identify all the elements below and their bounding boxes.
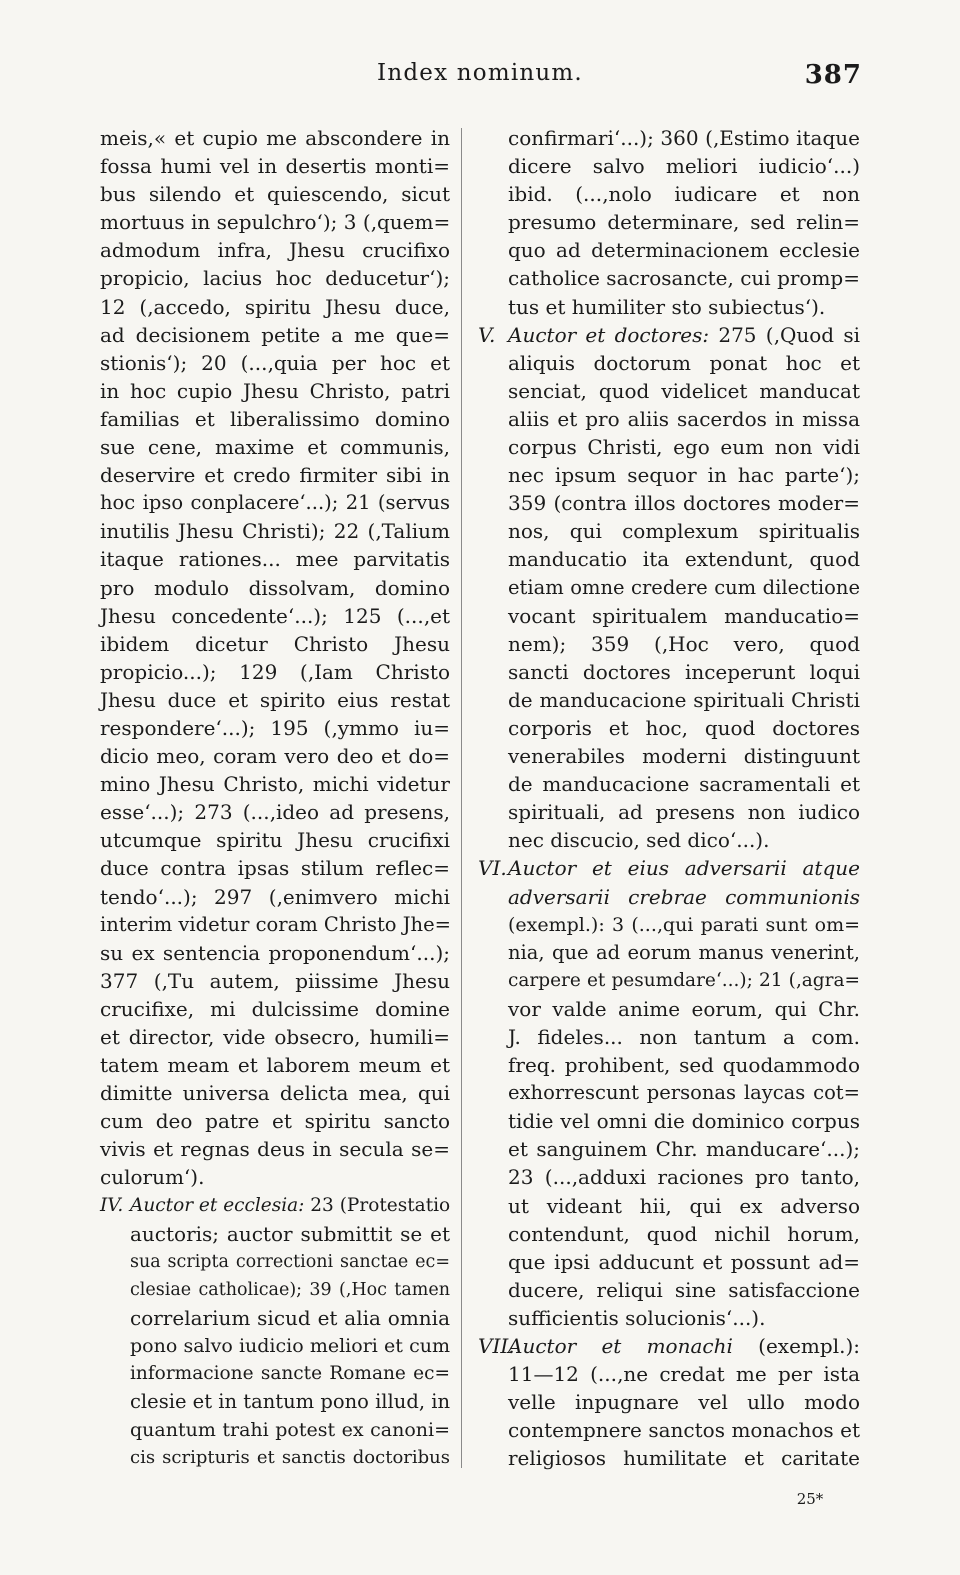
- line-text: presumo determinare, sed relin=: [508, 210, 860, 235]
- line-text: (exempl.):: [732, 1334, 860, 1359]
- text-line: [100, 1332, 450, 1360]
- line-text: de manducacione spirituali Christi: [508, 687, 860, 712]
- text-line: [478, 1220, 860, 1248]
- line-text: deservire et credo firmiter sibi in: [100, 463, 450, 488]
- text-line: [100, 461, 450, 489]
- line-text: hoc ipso conplacere‘...); 21 (servus: [100, 491, 450, 515]
- section-numeral: V.: [478, 322, 496, 347]
- text-line: [478, 574, 860, 602]
- line-text: tendo‘...); 297 (‚enimvero michi: [100, 884, 450, 909]
- text-line: [478, 405, 860, 433]
- text-line: [478, 208, 860, 236]
- text-line: [100, 236, 450, 264]
- section-heading: Auctor et doctores:: [508, 322, 710, 347]
- line-text: mortuus in sepulchro‘); 3 (‚quem=: [100, 210, 451, 235]
- text-line: [100, 686, 450, 714]
- line-text: corporis et hoc, quod doctores: [508, 715, 860, 740]
- line-text: nia, que ad eorum manus venerint,: [508, 940, 860, 964]
- text-line: [478, 1192, 860, 1220]
- line-text: esse‘...); 273 (...‚ideo ad presens,: [100, 800, 450, 825]
- line-text: duce contra ipsas stilum reflec=: [100, 856, 450, 881]
- line-text: informacione sancte Romane ec=: [130, 1363, 450, 1385]
- text-line: [478, 854, 860, 882]
- text-line: [100, 602, 450, 630]
- text-line: [100, 742, 450, 770]
- line-text: bus silendo et quiescendo, sicut: [100, 182, 450, 207]
- text-line: [478, 995, 860, 1023]
- line-text: nos, qui complexum spiritualis: [508, 519, 860, 544]
- text-line: [478, 602, 860, 630]
- text-line: [100, 180, 450, 208]
- text-line: [478, 545, 860, 573]
- text-line: [478, 742, 860, 770]
- text-line: [478, 1304, 860, 1332]
- line-text: tidie vel omni die dominico corpus: [508, 1109, 860, 1134]
- text-line: [478, 1163, 860, 1191]
- line-text: propicio...); 129 (‚Iam Christo: [100, 659, 450, 684]
- line-text: sancti doctores inceperunt loqui: [508, 659, 860, 684]
- text-line: [478, 349, 860, 377]
- line-text: dicio meo, coram vero deo et do=: [100, 744, 450, 769]
- text-line: [100, 967, 450, 995]
- text-line: [100, 939, 450, 967]
- text-line: [100, 293, 450, 321]
- text-line: [100, 658, 450, 686]
- line-text: 359 (contra illos doctores moder=: [508, 491, 860, 516]
- line-text: auctoris; auctor submittit se et: [130, 1221, 450, 1246]
- text-line: [100, 321, 450, 349]
- line-text: exhorrescunt personas laycas cot=: [508, 1081, 860, 1105]
- line-text: utcumque spiritu Jhesu crucifixi: [100, 828, 450, 853]
- line-text: in hoc cupio Jhesu Christo, patri: [100, 378, 450, 403]
- text-line: [478, 658, 860, 686]
- line-text: nec discucio, sed dico‘...).: [508, 828, 770, 853]
- line-text: religiosos humilitate et caritate: [508, 1446, 860, 1471]
- text-line: [478, 714, 860, 742]
- line-text: etiam omne credere cum dilectione: [508, 575, 860, 599]
- section-heading: adversarii crebrae communionis: [508, 884, 860, 909]
- line-text: quo ad determinacionem ecclesie: [508, 238, 860, 263]
- line-text: crucifixe, mi dulcissime domine: [100, 996, 450, 1021]
- line-text: et sanguinem Chr. manducare‘...);: [508, 1137, 860, 1162]
- text-line: [478, 1023, 860, 1051]
- text-line: [478, 124, 860, 152]
- line-text: dicere salvo meliori iudicio‘...): [508, 154, 860, 179]
- text-line: [478, 321, 860, 349]
- line-text: clesie et in tantum pono illud, in: [130, 1390, 451, 1414]
- text-line: [478, 1360, 860, 1388]
- line-text: catholice sacrosancte, cui promp=: [508, 266, 860, 291]
- text-line: [100, 1248, 450, 1276]
- line-text: correlarium sicud et alia omnia: [130, 1305, 450, 1330]
- page-number: 387: [804, 60, 862, 90]
- text-line: [100, 349, 450, 377]
- line-text: cum deo patre et spiritu sancto: [100, 1109, 450, 1134]
- column-divider: [461, 128, 462, 1468]
- right-column: [478, 124, 860, 1473]
- text-line: [478, 180, 860, 208]
- text-line: [478, 264, 860, 292]
- line-text: pono salvo iudicio meliori et cum: [130, 1335, 450, 1358]
- line-text: clesiae catholicae); 39 (‚Hoc tamen: [130, 1279, 450, 1300]
- line-text: fossa humi vel in desertis monti=: [100, 154, 450, 179]
- line-text: su ex sentencia proponendum‘...);: [100, 940, 450, 965]
- text-line: [100, 1107, 450, 1135]
- text-line: [100, 433, 450, 461]
- line-text: Jhesu concedente‘...); 125 (...‚et: [100, 603, 450, 628]
- text-line: [478, 1444, 860, 1472]
- text-line: [478, 630, 860, 658]
- text-line: [478, 293, 860, 321]
- line-text: quantum trahi potest ex canoni=: [130, 1419, 450, 1442]
- text-line: [478, 967, 860, 995]
- line-text: contempnere sanctos monachos et: [508, 1418, 860, 1443]
- text-line: [100, 1416, 450, 1444]
- text-line: [478, 939, 860, 967]
- section-heading: Auctor et eius adversarii atque: [508, 856, 860, 881]
- line-text: ibidem dicetur Christo Jhesu: [100, 631, 450, 656]
- line-text: 23 (Protestatio: [304, 1194, 451, 1216]
- text-line: [100, 1192, 450, 1220]
- line-text: manducatio ita extendunt, quod: [508, 547, 860, 572]
- line-text: 377 (‚Tu autem, piissime Jhesu: [100, 968, 450, 993]
- text-line: [100, 1079, 450, 1107]
- line-text: 23 (...‚adduxi raciones pro tanto,: [508, 1165, 860, 1190]
- line-text: sue cene, maxime et communis,: [100, 435, 450, 460]
- text-line: [100, 545, 450, 573]
- line-text: nem); 359 (‚Hoc vero, quod: [508, 631, 860, 656]
- text-line: [100, 883, 450, 911]
- text-line: [100, 1220, 450, 1248]
- line-text: corpus Christi, ego eum non vidi: [508, 435, 860, 460]
- text-line: [100, 911, 450, 939]
- line-text: meis,« et cupio me abscondere in: [100, 126, 450, 150]
- line-text: cis scripturis et sanctis doctoribus: [130, 1447, 450, 1469]
- running-head: Index nominum.: [377, 60, 583, 86]
- line-text: contendunt, quod nichil horum,: [508, 1221, 860, 1246]
- text-line: [100, 714, 450, 742]
- line-text: sua scripta correctioni sanctae ec=: [130, 1251, 450, 1272]
- text-line: [478, 1276, 860, 1304]
- text-line: [100, 630, 450, 658]
- line-text: culorum‘).: [100, 1165, 205, 1190]
- line-text: ducere, reliqui sine satisfaccione: [508, 1277, 860, 1302]
- line-text: pro modulo dissolvam, domino: [100, 575, 450, 600]
- text-line: [100, 1276, 450, 1304]
- section-numeral: IV.: [100, 1194, 124, 1216]
- line-text: mino Jhesu Christo, michi videtur: [100, 772, 450, 797]
- text-line: [100, 489, 450, 517]
- left-column: [100, 124, 450, 1473]
- text-line: [478, 1388, 860, 1416]
- text-line: [478, 461, 860, 489]
- line-text: que ipsi adducunt et possunt ad=: [508, 1249, 860, 1274]
- text-line: [100, 798, 450, 826]
- text-line: [100, 1444, 450, 1472]
- text-line: [478, 377, 860, 405]
- section-numeral: VI.: [478, 856, 507, 881]
- text-line: [100, 995, 450, 1023]
- line-text: senciat, quod videlicet manducat: [508, 378, 860, 403]
- text-line: [100, 574, 450, 602]
- text-line: [100, 1360, 450, 1388]
- line-text: et director, vide obsecro, humili=: [100, 1025, 450, 1049]
- line-text: aliquis doctorum ponat hoc et: [508, 350, 860, 375]
- line-text: de manducacione sacramentali et: [508, 772, 860, 797]
- line-text: carpere et pesumdare‘...); 21 (‚agra=: [508, 969, 860, 991]
- line-text: vor valde anime eorum, qui Chr.: [508, 996, 860, 1021]
- line-text: tatem meam et laborem meum et: [100, 1053, 450, 1078]
- text-line: [478, 152, 860, 180]
- text-line: [478, 1079, 860, 1107]
- line-text: 275 (‚Quod si: [709, 322, 860, 347]
- line-text: dimitte universa delicta mea, qui: [100, 1081, 450, 1106]
- section-heading: Auctor et monachi: [508, 1334, 733, 1359]
- line-text: tus et humiliter sto subiectus‘).: [508, 294, 826, 319]
- text-line: [478, 1332, 860, 1360]
- line-text: confirmari‘...); 360 (‚Estimo itaque: [508, 126, 860, 150]
- text-line: [100, 1023, 450, 1051]
- line-text: 11—12 (...‚ne credat me per ista: [508, 1362, 860, 1387]
- line-text: respondere‘...); 195 (‚ymmo iu=: [100, 715, 450, 740]
- text-line: [100, 854, 450, 882]
- text-line: [478, 686, 860, 714]
- text-line: [100, 517, 450, 545]
- line-text: stionis‘); 20 (...‚quia per hoc et: [100, 350, 450, 375]
- text-line: [478, 1248, 860, 1276]
- text-line: [478, 770, 860, 798]
- text-line: [100, 770, 450, 798]
- signature-mark: 25*: [796, 1490, 824, 1508]
- line-text: velle inpugnare vel ullo modo: [508, 1390, 860, 1415]
- line-text: inutilis Jhesu Christi); 22 (‚Talium: [100, 519, 450, 544]
- line-text: vocant spiritualem manducatio=: [508, 603, 860, 628]
- line-text: admodum infra, Jhesu crucifixo: [100, 238, 450, 263]
- text-line: [478, 433, 860, 461]
- line-text: Jhesu duce et spirito eius restat: [100, 687, 450, 712]
- text-line: [100, 1135, 450, 1163]
- line-text: propicio, lacius hoc deducetur‘);: [100, 266, 450, 291]
- line-text: aliis et pro aliis sacerdos in missa: [508, 406, 860, 431]
- text-line: [100, 264, 450, 292]
- text-line: [478, 489, 860, 517]
- text-line: [100, 405, 450, 433]
- text-line: [100, 1163, 450, 1191]
- text-line: [478, 883, 860, 911]
- text-line: [478, 1051, 860, 1079]
- text-line: [478, 798, 860, 826]
- text-line: [100, 1388, 450, 1416]
- text-line: [100, 826, 450, 854]
- text-line: [478, 517, 860, 545]
- line-text: ut videant hii, qui ex adverso: [508, 1193, 860, 1218]
- text-line: [100, 208, 450, 236]
- line-text: interim videtur coram Christo Jhe=: [100, 912, 451, 936]
- line-text: ad decisionem petite a me que=: [100, 322, 450, 347]
- line-text: freq. prohibent, sed quodammodo: [508, 1053, 860, 1078]
- section-heading: Auctor et ecclesia:: [130, 1194, 305, 1216]
- text-line: [478, 911, 860, 939]
- text-line: [478, 826, 860, 854]
- text-line: [100, 124, 450, 152]
- line-text: vivis et regnas deus in secula se=: [100, 1137, 450, 1162]
- line-text: itaque rationes... mee parvitatis: [100, 547, 450, 572]
- text-line: [100, 377, 450, 405]
- line-text: venerabiles moderni distinguunt: [508, 744, 860, 769]
- text-line: [100, 152, 450, 180]
- text-line: [100, 1051, 450, 1079]
- text-line: [478, 236, 860, 264]
- line-text: spirituali, ad presens non iudico: [508, 800, 860, 825]
- line-text: 12 (‚accedo, spiritu Jhesu duce,: [100, 294, 450, 319]
- line-text: ibid. (...‚nolo iudicare et non: [508, 182, 860, 207]
- line-text: familias et liberalissimo domino: [100, 406, 450, 431]
- line-text: sufficientis solucionis‘...).: [508, 1305, 766, 1330]
- line-text: (exempl.): 3 (...‚qui parati sunt om=: [508, 913, 860, 936]
- text-line: [478, 1107, 860, 1135]
- text-line: [100, 1304, 450, 1332]
- text-line: [478, 1135, 860, 1163]
- section-numeral: VII.: [478, 1334, 515, 1359]
- text-line: [478, 1416, 860, 1444]
- line-text: nec ipsum sequor in hac parte‘);: [508, 463, 860, 488]
- line-text: J. fideles... non tantum a com.: [508, 1025, 860, 1049]
